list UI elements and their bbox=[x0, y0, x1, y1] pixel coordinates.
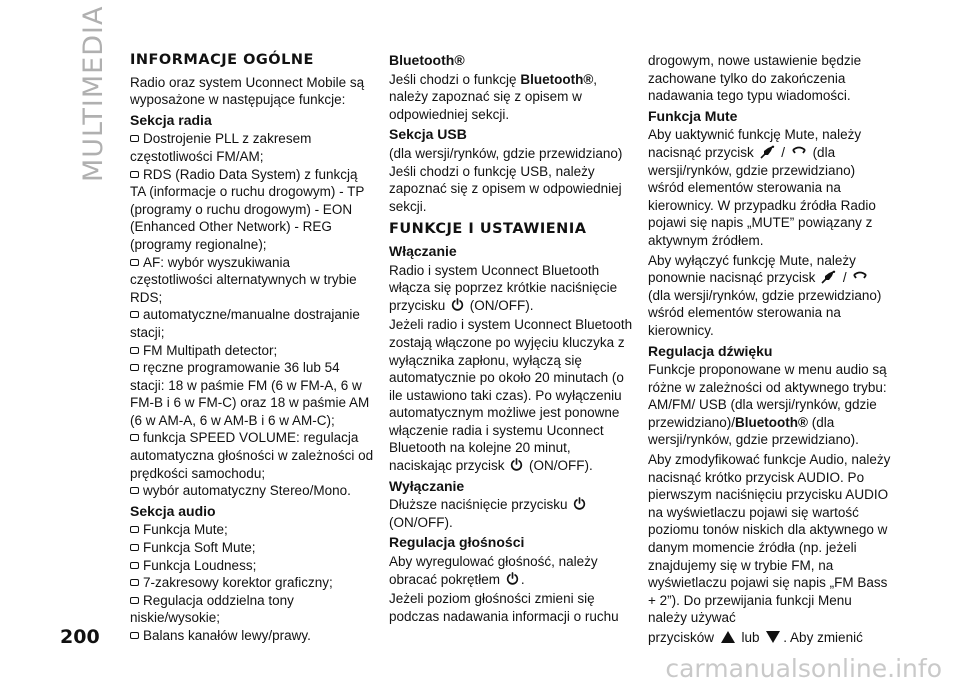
intro-text: Radio oraz system Uconnect Mobile są wyposażone w następujące funkcje: bbox=[130, 74, 365, 108]
list-item: FM Multipath detector; bbox=[130, 342, 375, 360]
bullet-icon bbox=[130, 311, 139, 318]
mute-icon bbox=[821, 270, 837, 284]
heading-funkcja-mute: Funkcja Mute bbox=[648, 107, 738, 124]
arrow-down-icon bbox=[766, 631, 780, 643]
phone-hangup-icon bbox=[791, 145, 807, 159]
bullet-icon bbox=[130, 434, 139, 441]
audio-feature-list bbox=[130, 521, 375, 644]
page-number: 200 bbox=[60, 626, 100, 648]
list-item: Regulacja oddzielna tony niskie/wysokie; bbox=[130, 592, 294, 626]
auto-off-text: Jeżeli radio i system Uconnect Bluetooth zostają włączone po wyjęciu kluczyka z wyłącznika zapłonu, wyłączą się automatycznie po około 20 minutach (o ile ustawiono taki czas). Po wyłączeniu automatycznym możliwe jest ponowne włączenie radia i systemu Uconnect Bluetooth na kolejne 20 minut, naciskając przycisk (ON/OFF). bbox=[389, 317, 633, 474]
bullet-icon bbox=[130, 259, 139, 266]
heading-funkcje-ustawienia: FUNKCJE I USTAWIENIA bbox=[389, 221, 587, 238]
continued-text: drogowym, nowe ustawienie będzie zachowane tylko do zakończenia nadawania tego typu wiadomości. bbox=[648, 53, 862, 104]
usb-text: (dla wersji/rynków, gdzie przewidziano) Jeśli chodzi o funkcję USB, należy zapoznać się z opisem w odpowiedniej sekcji. bbox=[389, 145, 623, 214]
list-item: funkcja SPEED VOLUME: regulacja automatyczna głośności w zależności od prędkości samochodu; bbox=[130, 430, 374, 481]
list-item: RDS (Radio Data System) z funkcją TA (informacje o ruchu drogowym) - TP (programy o ruchu drogowym) - EON (Enhanced Other Network) - REG (programy regionalne); bbox=[130, 166, 365, 252]
power-on-text: Radio i system Uconnect Bluetooth włącza się poprzez krótkie naciśnięcie przycisku (ON/OFF). bbox=[389, 262, 618, 313]
power-icon bbox=[510, 458, 523, 471]
sound-text: Funkcje proponowane w menu audio są różne w zależności od aktywnego trybu: AM/FM/ USB (dla wersji/rynków, gdzie przewidziano)/Bluetooth® (dla wersji/rynków, gdzie przewidziano). bbox=[648, 362, 887, 448]
bullet-icon bbox=[130, 364, 139, 371]
list-item: Funkcja Loudness; bbox=[130, 557, 375, 575]
bullet-icon bbox=[130, 487, 139, 494]
heading-audio-section: Sekcja audio bbox=[130, 502, 216, 519]
sound-text-3: przycisków lub . Aby zmienić bbox=[648, 630, 863, 645]
bluetooth-text: Jeśli chodzi o funkcję Bluetooth®, należy zapoznać się z opisem w odpowiedniej sekcji. bbox=[389, 71, 598, 122]
bullet-icon bbox=[130, 632, 139, 639]
heading-regulacja-dzwieku: Regulacja dźwięku bbox=[648, 342, 773, 359]
bullet-icon bbox=[130, 579, 139, 586]
sound-text-2: Aby zmodyfikować funkcje Audio, należy nacisnąć krótko przycisk AUDIO. Po pierwszym naciśnięciu przycisku AUDIO na wyświetlaczu pojawi się wartość poziomu tonów niskich dla aktywnego w danym momencie źródła (np. jeżeli znajdujemy się w trybie FM, na wyświetlaczu pojawi się napis „FM Bass + 2”). Do przewijania funkcji Menu należy używać bbox=[648, 452, 891, 626]
arrow-up-icon bbox=[721, 631, 735, 643]
section-title-vertical: MULTIMEDIA bbox=[78, 5, 109, 182]
bullet-icon bbox=[130, 135, 139, 142]
heading-radio-section: Sekcja radia bbox=[130, 111, 212, 128]
heading-regulacja-glosnosci: Regulacja głośności bbox=[389, 534, 525, 551]
watermark: carmanualsonline.info bbox=[665, 654, 942, 683]
bullet-icon bbox=[130, 171, 139, 178]
column-2 bbox=[389, 52, 634, 627]
power-icon bbox=[451, 298, 464, 311]
list-item: automatyczne/manualne dostrajanie stacji; bbox=[130, 307, 360, 340]
power-icon bbox=[506, 572, 519, 585]
heading-bluetooth: Bluetooth® bbox=[389, 52, 465, 68]
column-3 bbox=[648, 52, 893, 649]
bullet-icon bbox=[130, 562, 139, 569]
power-off-text: Dłuższe naciśnięcie przycisku (ON/OFF). bbox=[389, 496, 634, 531]
list-item: Balans kanałów lewy/prawy. bbox=[130, 627, 375, 645]
volume-text: Aby wyregulować głośność, należy obracać pokrętłem . bbox=[389, 554, 598, 587]
bullet-icon bbox=[130, 526, 139, 533]
bullet-icon bbox=[130, 544, 139, 551]
heading-usb: Sekcja USB bbox=[389, 126, 467, 143]
list-item: Funkcja Soft Mute; bbox=[130, 539, 375, 557]
mute-icon bbox=[760, 145, 776, 159]
heading-wylaczanie: Wyłączanie bbox=[389, 477, 465, 494]
mute-off-text: Aby wyłączyć funkcję Mute, należy ponownie nacisnąć przycisk / (dla wersji/rynków, gdzie przewidziano) wśród elementów sterowania na kierownicy. bbox=[648, 252, 882, 338]
bullet-icon bbox=[130, 597, 139, 604]
radio-feature-list bbox=[130, 130, 375, 499]
list-item: Funkcja Mute; bbox=[130, 521, 375, 539]
heading-informacje-ogolne: INFORMACJE OGÓLNE bbox=[130, 52, 314, 68]
phone-hangup-icon bbox=[852, 270, 868, 284]
bullet-icon bbox=[130, 347, 139, 354]
list-item: 7-zakresowy korektor graficzny; bbox=[130, 574, 375, 592]
column-1 bbox=[130, 52, 375, 645]
heading-wlaczanie: Włączanie bbox=[389, 242, 457, 259]
volume-text-2: Jeżeli poziom głośności zmieni się podczas nadawania informacji o ruchu bbox=[389, 591, 619, 624]
list-item: ręczne programowanie 36 lub 54 stacji: 18 w paśmie FM (6 w FM-A, 6 w FM-B i 6 w FM-C) oraz 18 w paśmie AM (6 w AM-A, 6 w AM-B i 6 w AM-C); bbox=[130, 360, 370, 428]
mute-on-text: Aby uaktywnić funkcję Mute, należy nacisnąć przycisk / (dla wersji/rynków, gdzie przewidziano) wśród elementów sterowania na kierownicy. W przypadku źródła Radio pojawi się napis „MUTE” powiązany z aktywnym źródłem. bbox=[648, 127, 876, 248]
list-item: wybór automatyczny Stereo/Mono. bbox=[130, 482, 375, 500]
list-item: Dostrojenie PLL z zakresem częstotliwości FM/AM; bbox=[130, 131, 312, 164]
list-item: AF: wybór wyszukiwania częstotliwości alternatywnych w trybie RDS; bbox=[130, 254, 357, 305]
power-icon bbox=[573, 497, 586, 510]
